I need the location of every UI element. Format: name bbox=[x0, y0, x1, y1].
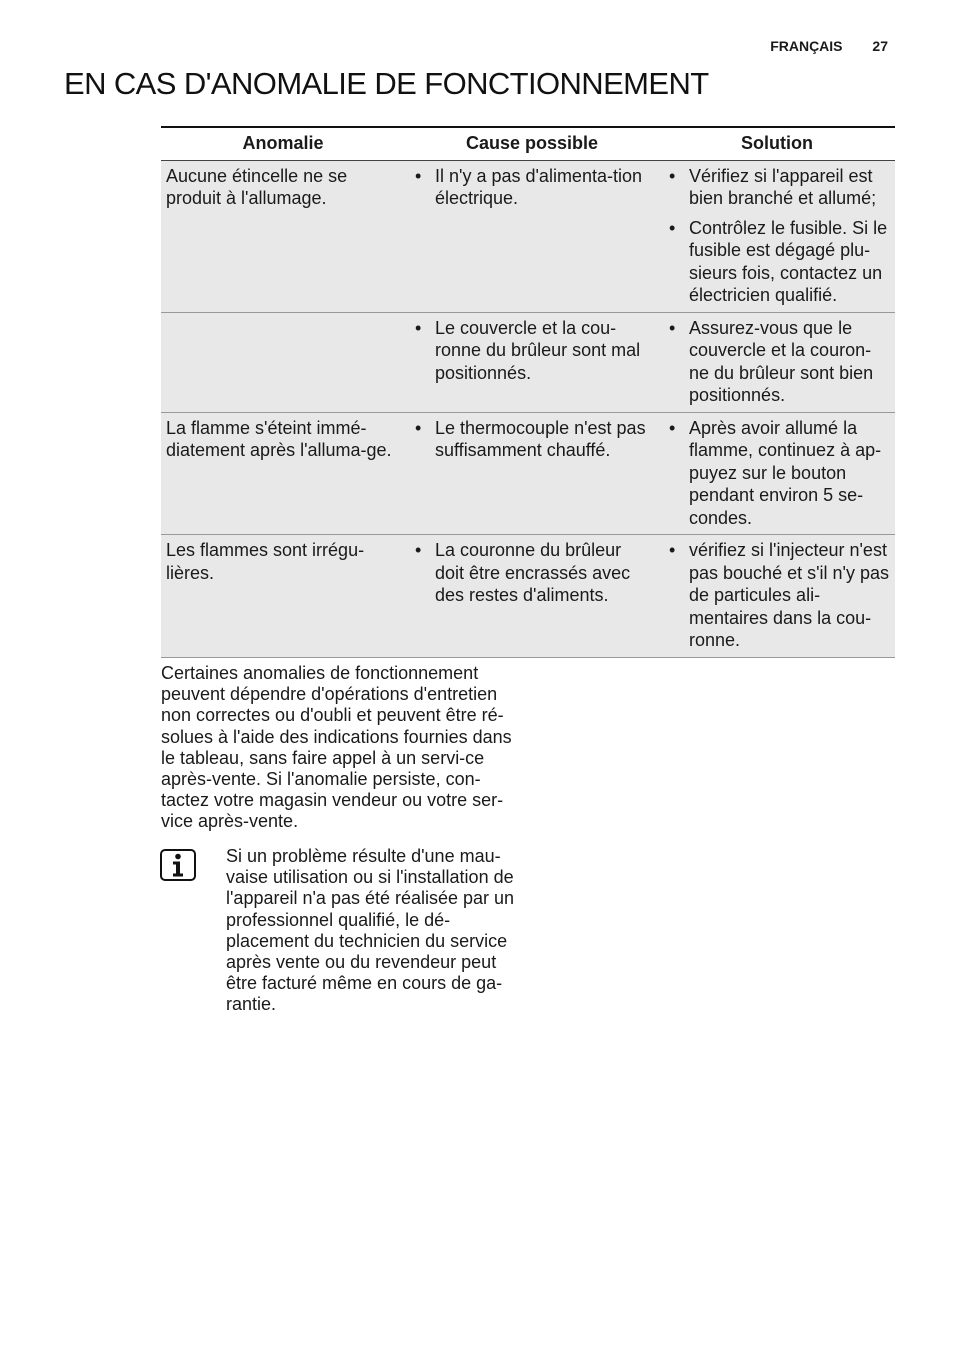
table-row bbox=[161, 535, 895, 658]
anomaly-cell: Aucune étincelle ne se produit à l'allumage. bbox=[161, 160, 405, 312]
troubleshooting-table bbox=[161, 126, 895, 658]
info-icon bbox=[160, 849, 196, 881]
anomaly-cell: Les flammes sont irrégu-lières. bbox=[161, 535, 405, 658]
column-header-anomaly: Anomalie bbox=[161, 127, 405, 160]
anomaly-cell: La flamme s'éteint immé-diatement après l'alluma-ge. bbox=[161, 412, 405, 535]
cause-cell bbox=[405, 535, 659, 658]
table-row bbox=[161, 412, 895, 535]
solution-item: • Vérifiez si l'appareil est bien branché et allumé; bbox=[664, 165, 890, 210]
solution-item: • vérifiez si l'injecteur n'est pas bouché et s'il n'y pas de particules ali-mentaires dans la cou-ronne. bbox=[664, 539, 890, 652]
info-note-text: Si un problème résulte d'une mau-vaise utilisation ou si l'installation de l'appareil n'a pas été réalisée par un professionnel qualifié, le dé-placement du technicien du service après vente ou du revendeur peut être facturé même en cours de ga-rantie. bbox=[226, 846, 515, 1015]
cause-item: • Il n'y a pas d'alimenta-tion électrique. bbox=[410, 165, 654, 210]
maintenance-note: Certaines anomalies de fonctionnement peuvent dépendre d'opérations d'entretien non correctes ou d'oubli et peuvent être ré-solues à l'aide des indications fournies dans le tableau, sans faire appel à un servi-ce après-vente. Si l'anomalie persiste, con-tactez votre magasin vendeur ou votre ser-vice après-vente. bbox=[161, 663, 512, 832]
solution-item: • Assurez-vous que le couvercle et la couron-ne du brûleur sont bien positionnés. bbox=[664, 317, 890, 407]
page-header bbox=[770, 38, 888, 54]
anomaly-cell bbox=[161, 312, 405, 412]
solution-cell bbox=[659, 535, 895, 658]
cause-item: • Le couvercle et la cou-ronne du brûleur sont mal positionnés. bbox=[410, 317, 654, 385]
page-number: 27 bbox=[872, 38, 888, 54]
cause-cell bbox=[405, 160, 659, 312]
cause-item: • La couronne du brûleur doit être encrassés avec des restes d'aliments. bbox=[410, 539, 654, 607]
column-header-solution: Solution bbox=[659, 127, 895, 160]
solution-cell bbox=[659, 412, 895, 535]
table-header-row bbox=[161, 127, 895, 160]
solution-item: • Après avoir allumé la flamme, continuez à ap-puyez sur le bouton pendant environ 5 se-condes. bbox=[664, 417, 890, 530]
solution-item: • Contrôlez le fusible. Si le fusible est dégagé plu-sieurs fois, contactez un électricien qualifié. bbox=[664, 217, 890, 307]
table-row bbox=[161, 160, 895, 312]
solution-cell bbox=[659, 312, 895, 412]
cause-item: • Le thermocouple n'est pas suffisamment chauffé. bbox=[410, 417, 654, 462]
table-row bbox=[161, 312, 895, 412]
cause-cell bbox=[405, 412, 659, 535]
cause-cell bbox=[405, 312, 659, 412]
solution-cell bbox=[659, 160, 895, 312]
page-title: EN CAS D'ANOMALIE DE FONCTIONNEMENT bbox=[64, 66, 709, 101]
column-header-cause: Cause possible bbox=[405, 127, 659, 160]
language-label: FRANÇAIS bbox=[770, 38, 843, 54]
